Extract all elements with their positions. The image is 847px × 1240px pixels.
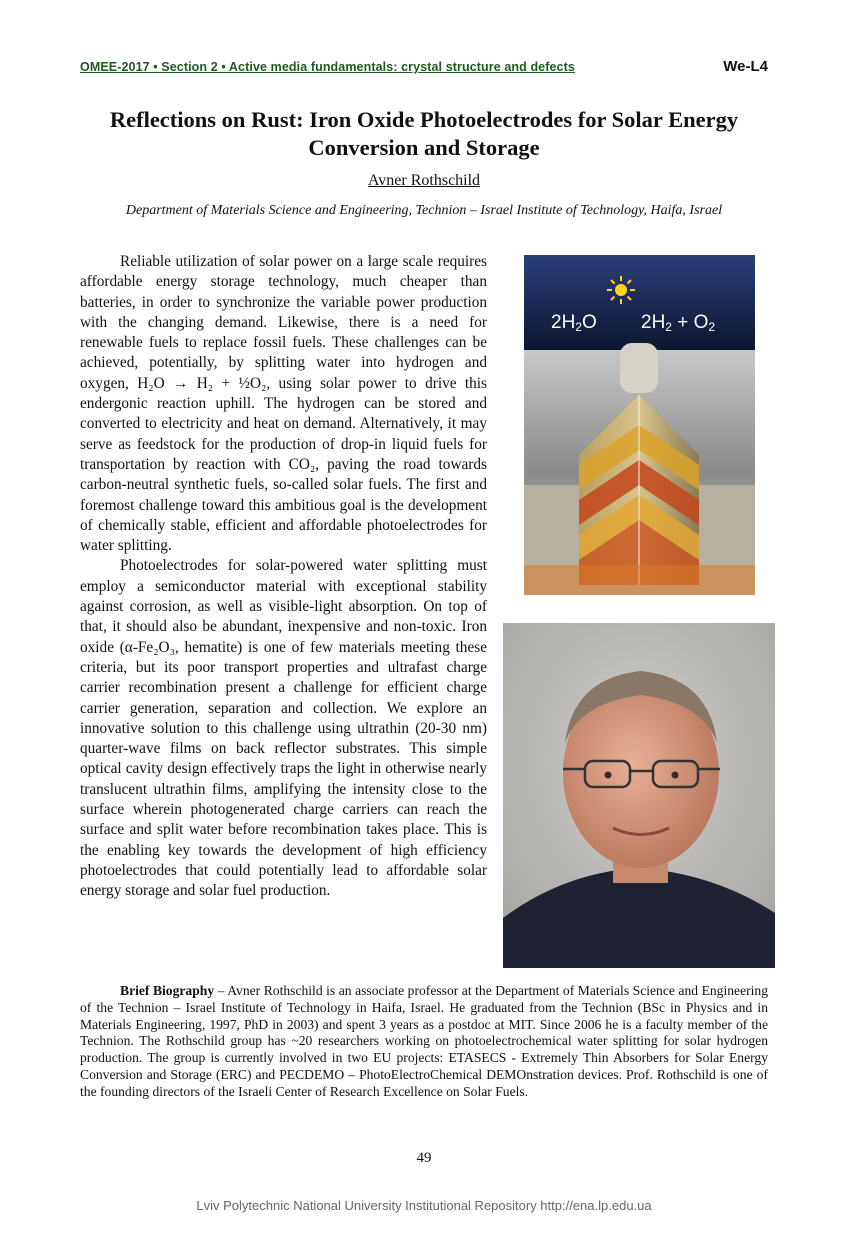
water-splitting-cell-image <box>524 255 755 595</box>
author-portrait-photo <box>503 623 775 968</box>
running-header <box>80 58 768 78</box>
body-paragraph-2: Photoelectrodes for solar-powered water splitting must employ a semiconductor material with exceptional stability against corrosion, as well as visible-light absorption. On top of that, it should also be abundant, inexpensive and non-toxic. Iron oxide (α-Fe₂O₃, hematite) is one of few materials meeting these criteria, but its poor transport properties and ultrafast charge carrier recombination present a challenge for efficient charge carrier generation, separation and collection. We explore an innovative solution to this challenge using ultrathin (20-30 nm) quarter-wave films on back reflector substrates. This simple optical cavity design effectively traps the light in otherwise nearly translucent ultrathin films, amplifying the intensity close to the surface wherein photogenerated charge carriers can reach the surface and split water before recombination takes place. This is the enabling key towards the development of high efficiency photoelectrodes that could potentially lead to affordable solar energy storage and solar fuel production. <box>80 557 487 900</box>
biography-paragraph <box>80 983 768 1101</box>
reactant-label: $2H_2O$ <box>551 312 597 334</box>
biography-label: Brief Biography <box>120 983 215 998</box>
page-number: 49 <box>416 1150 432 1166</box>
repository-footer: Lviv Polytechnic National University Institutional Repository http://ena.lp.edu.ua <box>196 1198 652 1213</box>
portrait-illustration <box>503 623 775 968</box>
affiliation: Department of Materials Science and Engineering, Technion – Israel Institute of Technology, Haifa, Israel <box>125 203 723 218</box>
paper-title: Reflections on Rust: Iron Oxide Photoelectrodes for Solar Energy Conversion and Storage <box>109 107 739 160</box>
cell-illustration <box>524 255 755 595</box>
body-paragraph-1: Reliable utilization of solar power on a large scale requires affordable energy storage technology, much cheaper than batteries, in order to synchronize the variable power production with the changing demand. Likewise, there is a need for renewable fuels to replace fossil fuels. These challenges can be achieved, potentially, by splitting water into hydrogen and oxygen, H₂O → H₂ + ½O₂, using solar power to drive this endergonic reaction uphill. The hydrogen can be stored and converted to electricity and heat on demand. Alternatively, it may serve as feedstock for the production of drop-in liquid fuels for transportation by reaction with CO₂, paving the road towards carbon-neutral synthetic fuels, so-called solar fuels. The first and foremost challenge toward this ambitious goal is the development of chemically stable, efficient and affordable photoelectrodes for water splitting. <box>80 253 487 555</box>
author-name: Avner Rothschild <box>367 172 481 189</box>
body-column <box>80 252 487 902</box>
paper-code: We-L4 <box>723 58 768 75</box>
author-line <box>80 172 768 190</box>
biography-text: – Avner Rothschild is an associate professor at the Department of Materials Science and Engineering of the Technion – Israel Institute of Technology in Haifa, Israel. He graduated from the Technion (BSc in Physics and in Materials Engineering, 1997, PhD in 2003) and spent 3 years as a postdoc at MIT. Since 2006 he is a faculty member of the Technion. The Rothschild group has ~20 researchers working on photoelectrochemical water splitting for solar hydrogen production. The group is currently involved in two EU projects: ETASECS - Extremely Thin Absorbers for Solar Energy Conversion and Storage (ERC) and PECDEMO – PhotoElectroChemical DEMOnstration devices. Prof. Rothschild is one of the founding directors of the Israeli Center of Research Excellence on Solar Fuels. <box>80 983 769 1099</box>
product-label: $2H_2 + O_2$ <box>641 312 716 334</box>
section-header: OMEE-2017 • Section 2 • Active media fundamentals: crystal structure and defects <box>80 60 575 74</box>
sun-icon <box>606 275 636 305</box>
biography <box>80 983 768 1101</box>
